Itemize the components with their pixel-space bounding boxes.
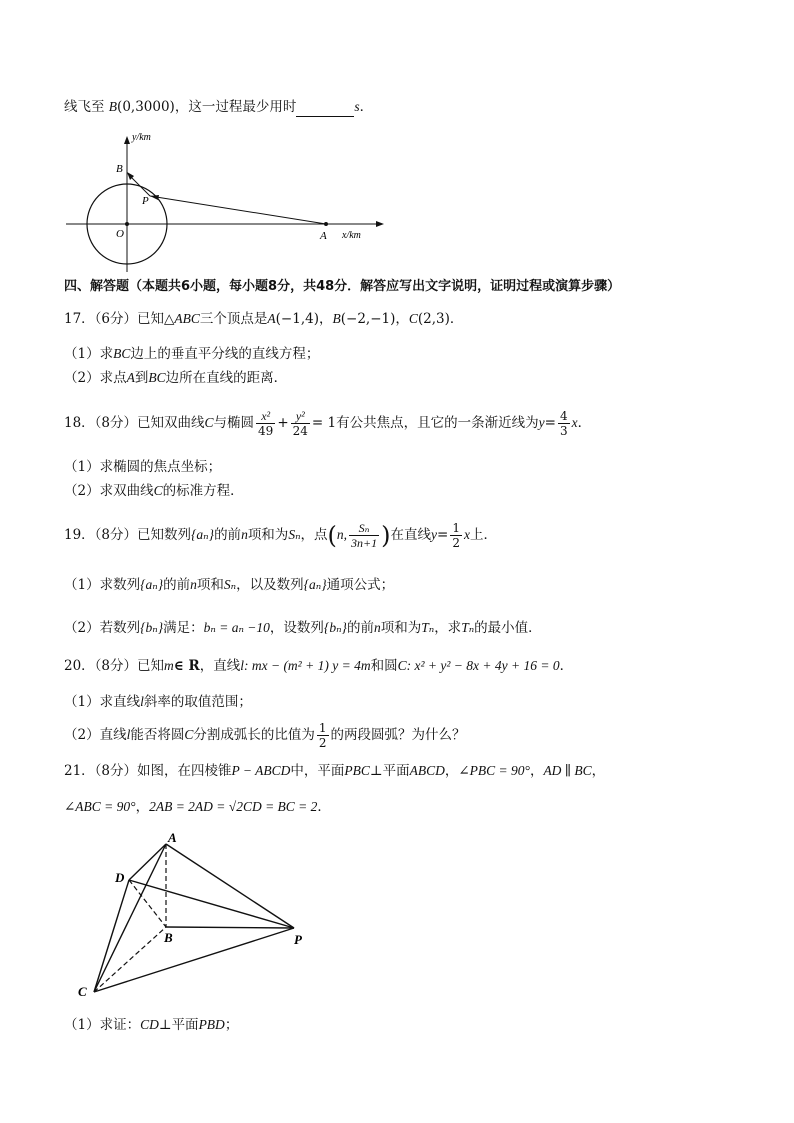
q20-stem: 20．（8分）已知m∈ R，直线l: mx − (m² + 1) y = 4m和圆C: x² + y² − 8x + 4y + 16 = 0． — [64, 658, 574, 674]
fig2-label-B: B — [164, 930, 173, 945]
section-four-title: 四、解答题（本题共6小题，每小题8分，共48分．解答应写出文字说明，证明过程或演算步骤） — [64, 279, 621, 294]
figure-circle-coordinate — [60, 128, 400, 278]
fraction-1-2-b: $\frac{1}{2}$ — [318, 721, 327, 750]
q20-part2: （2）直线l能否将圆C分割成弧长的比值为 $\frac{1}{2}$ 的两段圆弧？为什么？ — [64, 721, 466, 750]
fig1-label-P: P — [142, 195, 149, 207]
fig2-label-C: C — [78, 984, 87, 999]
q19-part1: （1）求数列{aₙ}的前n项和Sₙ，以及数列{aₙ}通项公式； — [64, 577, 395, 593]
fraction-1-2: $\frac{1}{2}$ — [452, 521, 460, 550]
q19-stem: 19．（8分）已知数列{aₙ}的前n项和为Sₙ，点(n, $\frac{\text{Sₙ}}{3n+1}$ )在直线y= $\frac{1}{2}$ x上． — [64, 521, 497, 550]
q19-part2: （2）若数列{bₙ}满足：bₙ = aₙ −10，设数列{bₙ}的前n项和为Tₙ，求Tₙ的最小值． — [64, 620, 542, 636]
q21-stem-2: ∠ABC = 90°，2AB = 2AD = √2CD = BC = 2． — [64, 799, 331, 815]
figure-pyramid — [72, 830, 332, 1010]
fig2-label-P: P — [294, 932, 302, 947]
fig1-label-A: A — [320, 230, 327, 242]
fig2-label-D: D — [115, 870, 125, 885]
fraction-4-3: $\frac{4}{3}$ — [559, 409, 568, 438]
fig1-label-B: B — [116, 163, 123, 175]
q18-part1: （1）求椭圆的焦点坐标； — [64, 459, 222, 475]
fraction-y2-24: $\frac{\text{y²}}{24}$ — [292, 409, 308, 438]
q17-part2: （2）求点A到BC边所在直线的距离． — [64, 370, 288, 386]
q21-stem-1: 21．（8分）如图，在四棱锥P − ABCD中，平面PBC⊥平面ABCD，∠PBC = 90°，AD ∥ BC， — [64, 763, 606, 779]
fig1-label-O: O — [116, 228, 124, 240]
fig2-label-A: A — [168, 830, 177, 845]
q20-part1: （1）求直线l斜率的取值范围； — [64, 694, 252, 710]
q17-part1: （1）求BC边上的垂直平分线的直线方程； — [64, 346, 320, 362]
q18-part2: （2）求双曲线C的标准方程． — [64, 483, 244, 499]
answer-blank[interactable] — [296, 102, 354, 117]
q17-stem: 17．（6分）已知△ABC三个顶点是A(−1,4)，B(−2,−1)，C(2,3)． — [64, 311, 464, 327]
fraction-sn-3n1: $\frac{\text{Sₙ}}{3n+1}$ — [351, 521, 378, 550]
q18-stem: 18．（8分）已知双曲线C与椭圆 $\frac{\text{x²}}{49}$ + $\frac{\text{y²}}{24}$ = 1有公共焦点，且它的一条渐近线为y= $\frac{4}{3}$ x． — [64, 409, 592, 438]
q16-tail-line: 线飞至 B(0,3000)，这一过程最少用时 s． — [64, 99, 374, 115]
q21-part1: （1）求证：CD⊥平面PBD； — [64, 1017, 239, 1033]
fig1-x-label: x/km — [342, 230, 361, 241]
fig1-y-label: y/km — [132, 132, 151, 143]
fraction-x2-49: $\frac{\text{x²}}{49}$ — [258, 409, 274, 438]
